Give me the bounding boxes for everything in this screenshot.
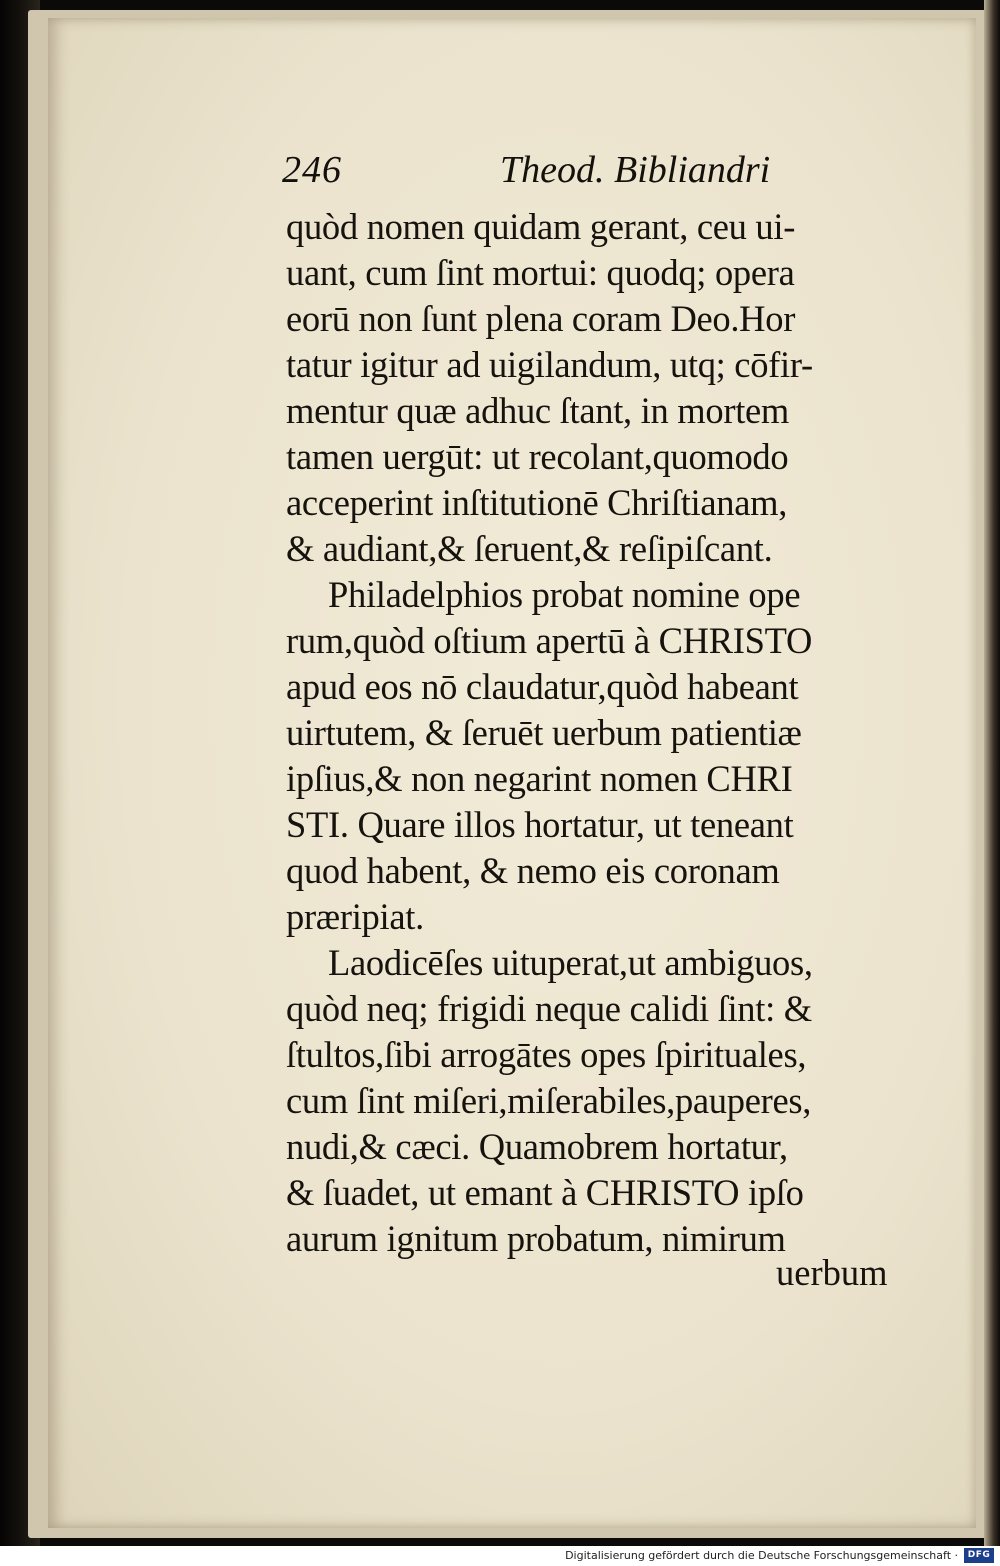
- text-line: tamen uergūt: ut recolant,quomodo: [286, 436, 789, 477]
- text-line: uant, cum ſint mortui: quodq; opera: [286, 252, 795, 293]
- text-line: quòd nomen quidam gerant, ceu ui-: [286, 206, 796, 247]
- text-line: nudi,& cæci. Quamobrem hortatur,: [286, 1126, 788, 1167]
- text-line: & audiant,& ſeruent,& reſipiſcant.: [286, 528, 773, 569]
- paragraph-first-line: Laodicēſes uituperat,ut ambiguos,: [328, 942, 813, 983]
- body-text: [286, 204, 926, 1262]
- page-number: 246: [282, 149, 342, 191]
- text-line: aurum ignitum probatum, nimirum: [286, 1218, 786, 1259]
- text-line: ipſius,& non negarint nomen CHRI: [286, 758, 793, 799]
- text-line: apud eos nō claudatur,quòd habeant: [286, 666, 799, 707]
- page-right-edge: [984, 0, 1000, 1546]
- digitization-footer: [0, 1546, 1000, 1566]
- page-header: [282, 148, 902, 202]
- running-head: Theod. Bibliandri: [500, 149, 771, 191]
- text-line: acceperint inſtitutionē Chriſtianam,: [286, 482, 788, 523]
- text-line: tatur igitur ad uigilandum, utq; cōfir-: [286, 344, 813, 385]
- text-line: eorū non ſunt plena coram Deo.Hor: [286, 298, 796, 339]
- text-line: quòd neq; frigidi neque calidi ſint: &: [286, 988, 812, 1029]
- text-line: rum,quòd oſtium apertū à CHRISTO: [286, 620, 813, 661]
- catchword: uerbum: [776, 1252, 888, 1293]
- paragraph-first-line: Philadelphios probat nomine ope: [328, 574, 801, 615]
- text-line: & ſuadet, ut emant à CHRISTO ipſo: [286, 1172, 804, 1213]
- text-line: ſtultos,ſibi arrogātes opes ſpirituales,: [286, 1034, 807, 1075]
- text-line: cum ſint miſeri,miſerabiles,pauperes,: [286, 1080, 812, 1121]
- text-line: præripiat.: [286, 896, 424, 937]
- text-line: mentur quæ adhuc ſtant, in mortem: [286, 390, 790, 431]
- text-line: quod habent, & nemo eis coronam: [286, 850, 780, 891]
- dfg-credit-text: Digitalisierung gefördert durch die Deutsche Forschungsgemeinschaft ·: [565, 1549, 958, 1562]
- text-line: uirtutem, & ſeruēt uerbum patientiæ: [286, 712, 802, 753]
- text-line: STI. Quare illos hortatur, ut teneant: [286, 804, 794, 845]
- dfg-logo-icon: DFG: [964, 1548, 994, 1563]
